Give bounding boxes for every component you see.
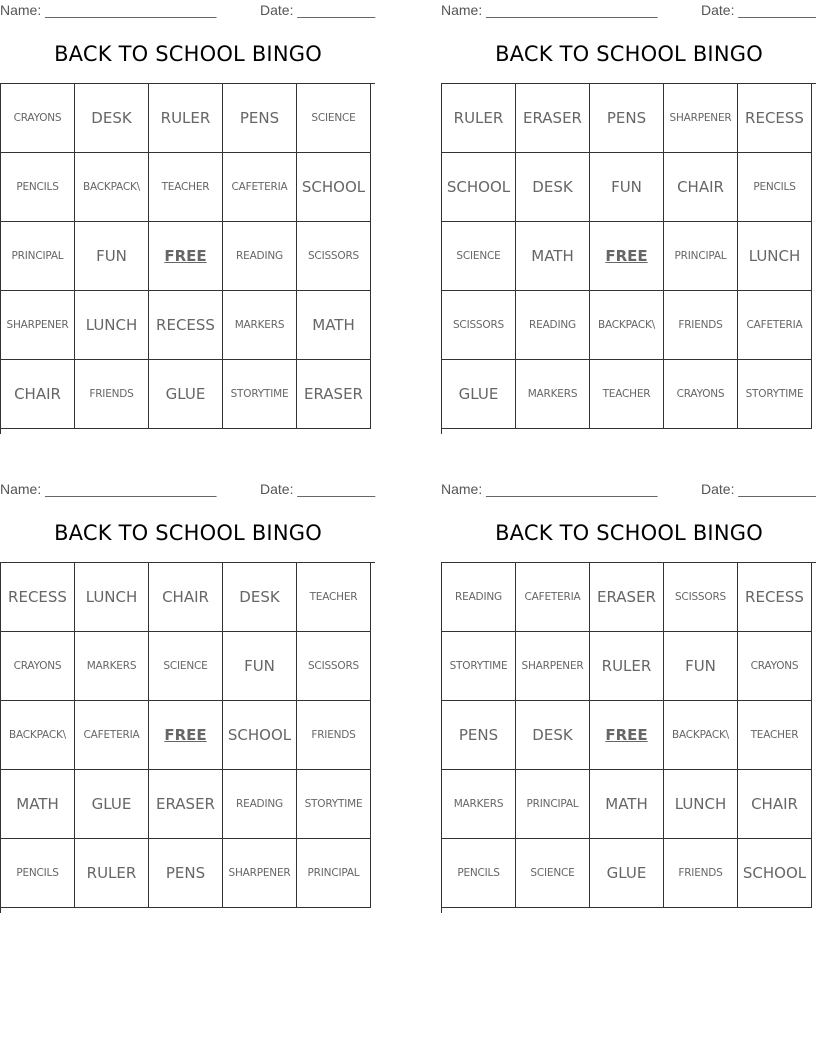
- free-space-cell[interactable]: FREE: [149, 701, 223, 770]
- bingo-cell[interactable]: TEACHER: [590, 360, 664, 429]
- bingo-cell[interactable]: PRINCIPAL: [516, 770, 590, 839]
- bingo-card: [0, 0, 376, 440]
- bingo-cell[interactable]: ERASER: [590, 563, 664, 632]
- bingo-cell[interactable]: SHARPENER: [516, 632, 590, 701]
- bingo-cell[interactable]: FUN: [75, 222, 149, 291]
- name-field[interactable]: Name: ______________________: [441, 2, 658, 18]
- bingo-cell[interactable]: GLUE: [442, 360, 516, 429]
- bingo-cell[interactable]: STORYTIME: [223, 360, 297, 429]
- bingo-cell[interactable]: SHARPENER: [664, 84, 738, 153]
- date-field[interactable]: Date: __________: [701, 2, 816, 18]
- free-space-cell[interactable]: FREE: [590, 222, 664, 291]
- bingo-cell[interactable]: RULER: [590, 632, 664, 701]
- bingo-cell[interactable]: MATH: [590, 770, 664, 839]
- bingo-cell[interactable]: ERASER: [297, 360, 371, 429]
- bingo-cell[interactable]: STORYTIME: [442, 632, 516, 701]
- card-title: BACK TO SCHOOL BINGO: [54, 42, 322, 66]
- bingo-cell[interactable]: MATH: [1, 770, 75, 839]
- bingo-cell[interactable]: GLUE: [149, 360, 223, 429]
- bingo-cell[interactable]: GLUE: [75, 770, 149, 839]
- bingo-cell[interactable]: READING: [223, 770, 297, 839]
- bingo-cell[interactable]: PRINCIPAL: [1, 222, 75, 291]
- bingo-cell[interactable]: TEACHER: [149, 153, 223, 222]
- bingo-cell[interactable]: PENS: [223, 84, 297, 153]
- bingo-cell[interactable]: PRINCIPAL: [664, 222, 738, 291]
- date-field[interactable]: Date: __________: [701, 481, 816, 497]
- bingo-cell[interactable]: SCISSORS: [297, 222, 371, 291]
- bingo-cell[interactable]: BACKPACK\: [590, 291, 664, 360]
- card-title: BACK TO SCHOOL BINGO: [54, 521, 322, 545]
- bingo-grid: [0, 83, 375, 434]
- bingo-cell[interactable]: FUN: [664, 632, 738, 701]
- bingo-grid: [441, 562, 816, 913]
- bingo-cell[interactable]: SHARPENER: [1, 291, 75, 360]
- bingo-cell[interactable]: DESK: [516, 153, 590, 222]
- bingo-cell[interactable]: READING: [442, 563, 516, 632]
- bingo-cell[interactable]: DESK: [75, 84, 149, 153]
- bingo-cell[interactable]: TEACHER: [738, 701, 812, 770]
- bingo-cell[interactable]: FUN: [223, 632, 297, 701]
- bingo-cell[interactable]: LUNCH: [738, 222, 812, 291]
- free-space-cell[interactable]: FREE: [149, 222, 223, 291]
- bingo-cell[interactable]: SCHOOL: [297, 153, 371, 222]
- bingo-cell[interactable]: SCIENCE: [516, 839, 590, 908]
- bingo-cell[interactable]: CHAIR: [664, 153, 738, 222]
- bingo-cell[interactable]: MARKERS: [442, 770, 516, 839]
- bingo-cell[interactable]: CAFETERIA: [516, 563, 590, 632]
- bingo-cell[interactable]: BACKPACK\: [1, 701, 75, 770]
- card-title: BACK TO SCHOOL BINGO: [495, 521, 763, 545]
- bingo-cell[interactable]: CAFETERIA: [223, 153, 297, 222]
- bingo-cell[interactable]: SCIENCE: [149, 632, 223, 701]
- bingo-cell[interactable]: FUN: [590, 153, 664, 222]
- bingo-cell[interactable]: FRIENDS: [664, 839, 738, 908]
- name-field[interactable]: Name: ______________________: [441, 481, 658, 497]
- bingo-cell[interactable]: BACKPACK\: [664, 701, 738, 770]
- free-space-cell[interactable]: FREE: [590, 701, 664, 770]
- bingo-cell[interactable]: CRAYONS: [664, 360, 738, 429]
- bingo-cell[interactable]: STORYTIME: [738, 360, 812, 429]
- bingo-cell[interactable]: CAFETERIA: [75, 701, 149, 770]
- bingo-cell[interactable]: CHAIR: [149, 563, 223, 632]
- bingo-cell[interactable]: MATH: [297, 291, 371, 360]
- card-header: [0, 481, 376, 499]
- bingo-cell[interactable]: SCISSORS: [297, 632, 371, 701]
- bingo-cell[interactable]: LUNCH: [75, 291, 149, 360]
- bingo-cell[interactable]: PENS: [442, 701, 516, 770]
- bingo-cell[interactable]: READING: [223, 222, 297, 291]
- bingo-cell[interactable]: SCIENCE: [297, 84, 371, 153]
- bingo-cell[interactable]: RECESS: [738, 563, 812, 632]
- bingo-cell[interactable]: SHARPENER: [223, 839, 297, 908]
- bingo-grid: [0, 562, 375, 913]
- bingo-cell[interactable]: RECESS: [149, 291, 223, 360]
- bingo-cell[interactable]: PENCILS: [442, 839, 516, 908]
- bingo-card: [441, 0, 816, 440]
- bingo-card: [441, 479, 816, 919]
- bingo-cell[interactable]: MARKERS: [516, 360, 590, 429]
- bingo-cell[interactable]: RECESS: [738, 84, 812, 153]
- bingo-cell[interactable]: MARKERS: [75, 632, 149, 701]
- bingo-cell[interactable]: TEACHER: [297, 563, 371, 632]
- bingo-cell[interactable]: ERASER: [516, 84, 590, 153]
- bingo-cell[interactable]: FRIENDS: [297, 701, 371, 770]
- bingo-cell[interactable]: PENCILS: [1, 839, 75, 908]
- bingo-cell[interactable]: CRAYONS: [1, 632, 75, 701]
- date-field[interactable]: Date: __________: [260, 2, 376, 18]
- bingo-cell[interactable]: PENS: [590, 84, 664, 153]
- bingo-cell[interactable]: SCIENCE: [442, 222, 516, 291]
- bingo-cell[interactable]: GLUE: [590, 839, 664, 908]
- bingo-cell[interactable]: LUNCH: [75, 563, 149, 632]
- bingo-cell[interactable]: CAFETERIA: [738, 291, 812, 360]
- bingo-cell[interactable]: RULER: [442, 84, 516, 153]
- bingo-cell[interactable]: SCISSORS: [442, 291, 516, 360]
- bingo-cell[interactable]: FRIENDS: [664, 291, 738, 360]
- bingo-cell[interactable]: SCHOOL: [442, 153, 516, 222]
- bingo-cell[interactable]: ERASER: [149, 770, 223, 839]
- bingo-cell[interactable]: MARKERS: [223, 291, 297, 360]
- bingo-cell[interactable]: BACKPACK\: [75, 153, 149, 222]
- card-header: [0, 2, 376, 20]
- name-field[interactable]: Name: ______________________: [0, 481, 217, 497]
- bingo-cell[interactable]: DESK: [223, 563, 297, 632]
- bingo-cell[interactable]: PENS: [149, 839, 223, 908]
- bingo-cell[interactable]: READING: [516, 291, 590, 360]
- bingo-cell[interactable]: CRAYONS: [738, 632, 812, 701]
- bingo-cell[interactable]: CHAIR: [1, 360, 75, 429]
- bingo-cell[interactable]: MATH: [516, 222, 590, 291]
- bingo-cell[interactable]: CHAIR: [738, 770, 812, 839]
- bingo-cell[interactable]: STORYTIME: [297, 770, 371, 839]
- bingo-cell[interactable]: SCHOOL: [223, 701, 297, 770]
- bingo-grid: [441, 83, 816, 434]
- bingo-cell[interactable]: SCISSORS: [664, 563, 738, 632]
- bingo-cell[interactable]: CRAYONS: [1, 84, 75, 153]
- card-header: [441, 481, 816, 499]
- bingo-cell[interactable]: PENCILS: [738, 153, 812, 222]
- bingo-cell[interactable]: PENCILS: [1, 153, 75, 222]
- bingo-cell[interactable]: LUNCH: [664, 770, 738, 839]
- bingo-cell[interactable]: RECESS: [1, 563, 75, 632]
- bingo-cell[interactable]: PRINCIPAL: [297, 839, 371, 908]
- bingo-cell[interactable]: DESK: [516, 701, 590, 770]
- bingo-cell[interactable]: SCHOOL: [738, 839, 812, 908]
- date-field[interactable]: Date: __________: [260, 481, 376, 497]
- bingo-cell[interactable]: RULER: [75, 839, 149, 908]
- card-header: [441, 2, 816, 20]
- bingo-card: [0, 479, 376, 919]
- bingo-cell[interactable]: FRIENDS: [75, 360, 149, 429]
- name-field[interactable]: Name: ______________________: [0, 2, 217, 18]
- card-title: BACK TO SCHOOL BINGO: [495, 42, 763, 66]
- bingo-cell[interactable]: RULER: [149, 84, 223, 153]
